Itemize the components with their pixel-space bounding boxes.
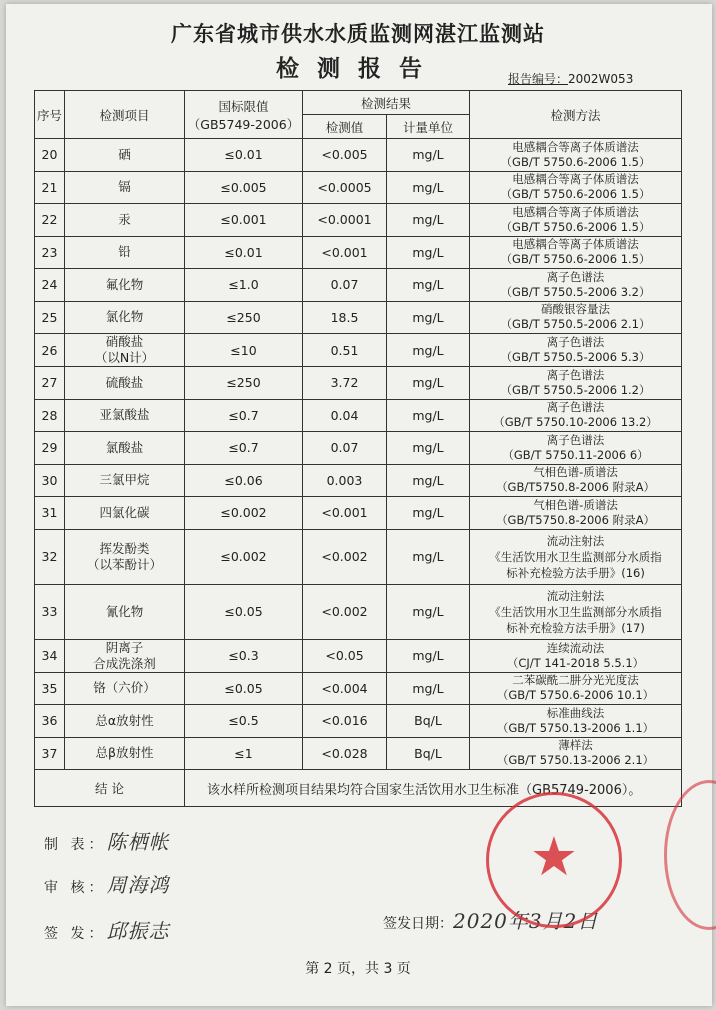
row-item-line1: 总β放射性 [95,745,154,761]
row-unit: mg/L [387,497,470,530]
header-unit: 计量单位 [387,115,470,139]
row-method-line1: 二苯碳酰二肼分光光度法 [512,673,639,688]
header-limit-line1: 国标限值 [218,98,269,114]
row-number: 28 [35,399,65,432]
row-item [65,639,185,672]
row-limit: ≤250 [185,301,303,334]
seal-star-icon: ★ [529,825,579,888]
row-limit: ≤250 [185,367,303,400]
header-limit-line2: （GB5749-2006） [187,116,300,132]
row-item-line1: 氯酸盐 [105,439,144,455]
table-row [35,639,682,672]
row-value: <0.002 [303,584,387,639]
row-method-line3: 标补充检验方法手册》(16) [506,565,645,580]
row-method-line1: 电感耦合等离子体质谱法 [512,204,639,219]
row-unit: mg/L [387,464,470,497]
row-item [65,672,185,705]
row-method [470,639,682,672]
row-limit: ≤0.01 [185,236,303,269]
row-item [65,139,185,172]
row-method-line2: （GB/T 5750.5-2006 1.2） [500,382,651,397]
row-value: 0.51 [303,334,387,367]
row-method-line2: （GB/T 5750.11-2006 6） [502,447,649,462]
header-seq: 序号 [35,91,65,139]
row-value: <0.0001 [303,204,387,237]
row-unit: mg/L [387,584,470,639]
row-method [470,171,682,204]
row-item-line1: 镉 [118,179,131,195]
table-row [35,367,682,400]
row-method-line2: （GB/T 5750.13-2006 2.1） [496,753,655,768]
row-number: 34 [35,639,65,672]
row-item [65,301,185,334]
row-number: 30 [35,464,65,497]
row-method-line1: 电感耦合等离子体质谱法 [512,237,639,252]
row-method [470,672,682,705]
row-item [65,269,185,302]
row-item-line2: 合成洗涤剂 [93,655,156,671]
row-limit: ≤0.01 [185,139,303,172]
row-unit: mg/L [387,204,470,237]
row-limit: ≤0.06 [185,464,303,497]
row-method-line1: 硝酸银容量法 [541,302,611,317]
row-number: 29 [35,432,65,465]
row-limit: ≤0.002 [185,497,303,530]
row-item-line1: 总α放射性 [95,712,154,728]
row-unit: mg/L [387,399,470,432]
row-limit: ≤0.3 [185,639,303,672]
row-method-line1: 离子色谱法 [546,367,605,382]
page-footer: 第 2 页，共 3 页 [305,961,411,977]
header-result: 检测结果 [303,91,470,115]
table-row [35,672,682,705]
prepared-signature: 陈栖帐 [106,830,170,854]
prepared-by [44,826,169,855]
row-method [470,464,682,497]
row-method-line1: 气相色谱-质谱法 [533,497,618,512]
row-method-line1: 连续流动法 [546,640,605,655]
row-item-line1: 铅 [118,244,131,260]
row-method-line2: （GB/T 5750.6-2006 1.5） [500,187,651,202]
header-method: 检测方法 [470,91,682,139]
row-method [470,737,682,770]
row-item [65,334,185,367]
table-row [35,497,682,530]
conclusion-text: 该水样所检测项目结果均符合国家生活饮用水卫生标准（GB5749-2006）。 [185,770,682,807]
row-item-line1: 氯化物 [105,309,144,325]
row-method-line3: 标补充检验方法手册》(17) [506,620,645,635]
row-method-line1: 离子色谱法 [546,269,605,284]
header-limit [185,91,303,139]
row-method-line2: （GB/T 5750.10-2006 13.2） [493,415,658,430]
row-unit: mg/L [387,432,470,465]
row-number: 35 [35,672,65,705]
table-row [35,529,682,584]
row-method-line2: （GB/T 5750.6-2006 1.5） [500,154,651,169]
row-number: 25 [35,301,65,334]
row-unit: mg/L [387,236,470,269]
row-value: <0.001 [303,497,387,530]
row-limit: ≤0.002 [185,529,303,584]
reviewed-signature: 周海鸿 [106,873,170,897]
row-method-line2: （GB/T5750.8-2006 附录A） [496,480,655,495]
row-value: <0.016 [303,705,387,738]
row-value: 3.72 [303,367,387,400]
row-item-line1: 硫酸盐 [105,374,144,390]
row-limit: ≤0.005 [185,171,303,204]
row-item-line1: 硝酸盐 [105,334,144,349]
row-unit: mg/L [387,367,470,400]
row-item [65,497,185,530]
table-row [35,737,682,770]
row-method [470,584,682,639]
issue-date-value: 2020年3月2日 [453,909,599,933]
row-number: 24 [35,269,65,302]
row-item-line1: 氰化物 [105,603,144,619]
row-item [65,236,185,269]
row-method [470,301,682,334]
table-row [35,399,682,432]
row-item-line1: 硒 [118,146,131,162]
row-item [65,705,185,738]
row-method [470,334,682,367]
row-item [65,737,185,770]
row-value: 0.003 [303,464,387,497]
row-value: <0.004 [303,672,387,705]
header-item: 检测项目 [65,91,185,139]
row-item [65,584,185,639]
row-unit: mg/L [387,639,470,672]
header-value: 检测值 [303,115,387,139]
row-number: 33 [35,584,65,639]
row-method-line2: （GB/T 5750.5-2006 5.3） [500,350,651,364]
row-value: <0.001 [303,236,387,269]
table-row [35,334,682,367]
row-item [65,399,185,432]
row-method [470,529,682,584]
row-item-line1: 四氯化碳 [99,504,150,520]
report-number-value: 2002W053 [568,72,634,86]
approved-by [44,915,169,944]
row-number: 26 [35,334,65,367]
row-unit: mg/L [387,672,470,705]
row-value: <0.05 [303,639,387,672]
row-item [65,367,185,400]
row-number: 20 [35,139,65,172]
table-row [35,584,682,639]
reviewed-label: 审 核： [44,880,107,896]
row-method [470,139,682,172]
row-method [470,432,682,465]
row-value: 0.04 [303,399,387,432]
row-method-line2: （GB/T 5750.6-2006 1.5） [500,219,651,234]
row-limit: ≤1 [185,737,303,770]
table-row [35,301,682,334]
table-row [35,705,682,738]
row-item [65,432,185,465]
conclusion-label: 结 论 [35,770,185,807]
row-limit: ≤0.5 [185,705,303,738]
row-method-line2: （GB/T 5750.6-2006 10.1） [496,688,655,703]
row-value: <0.0005 [303,171,387,204]
row-value: <0.028 [303,737,387,770]
row-method [470,269,682,302]
row-number: 23 [35,236,65,269]
row-method-line1: 电感耦合等离子体质谱法 [512,139,639,154]
row-item [65,529,185,584]
row-item-line1: 铬（六价） [93,680,156,696]
table-row [35,204,682,237]
row-unit: mg/L [387,269,470,302]
row-method-line2: （GB/T5750.8-2006 附录A） [496,512,655,527]
row-method-line1: 电感耦合等离子体质谱法 [512,172,639,187]
table-row [35,236,682,269]
row-item [65,464,185,497]
row-number: 37 [35,737,65,770]
approved-signature: 邱振志 [106,919,170,943]
table-row [35,464,682,497]
row-value: <0.005 [303,139,387,172]
table-row [35,269,682,302]
row-limit: ≤0.7 [185,399,303,432]
prepared-label: 制 表： [44,837,107,853]
row-method-line2: 《生活饮用水卫生监测部分水质指 [489,549,662,564]
row-method-line1: 离子色谱法 [546,432,605,447]
row-item-line1: 挥发酚类 [99,540,150,556]
row-limit: ≤0.05 [185,584,303,639]
row-method [470,367,682,400]
row-method-line2: （GB/T 5750.5-2006 2.1） [500,317,651,332]
row-method-line2: （GB/T 5750.5-2006 3.2） [500,284,651,299]
row-unit: mg/L [387,334,470,367]
table-header-row [35,91,682,115]
row-unit: mg/L [387,171,470,204]
issue-date-label: 签发日期： [383,916,453,932]
org-title: 广东省城市供水水质监测网湛江监测站 [171,21,545,46]
row-item-line1: 氟化物 [105,276,144,292]
row-item [65,171,185,204]
row-method-line1: 气相色谱-质谱法 [533,465,618,480]
row-unit: mg/L [387,139,470,172]
row-method-line1: 标准曲线法 [546,705,605,720]
row-number: 31 [35,497,65,530]
row-unit: mg/L [387,301,470,334]
row-unit: Bq/L [387,705,470,738]
row-method-line2: （GB/T 5750.6-2006 1.5） [500,252,651,267]
table-row [35,139,682,172]
row-method-line2: （CJ/T 141-2018 5.5.1） [506,655,645,670]
row-number: 32 [35,529,65,584]
row-value: 18.5 [303,301,387,334]
row-value: <0.002 [303,529,387,584]
row-method-line1: 流动注射法 [546,533,605,548]
row-item-line1: 亚氯酸盐 [99,407,150,423]
row-item-line1: 三氯甲烷 [99,472,150,488]
row-value: 0.07 [303,269,387,302]
row-method [470,705,682,738]
row-limit: ≤1.0 [185,269,303,302]
row-item-line2: （以苯酚计） [86,556,162,572]
official-seal [486,792,622,928]
row-method [470,236,682,269]
row-limit: ≤0.7 [185,432,303,465]
row-number: 27 [35,367,65,400]
row-method-line1: 流动注射法 [546,588,605,603]
row-unit: mg/L [387,529,470,584]
report-number [508,70,633,87]
row-method-line1: 薄样法 [558,738,593,753]
row-method-line2: 《生活饮用水卫生监测部分水质指 [489,604,662,619]
row-method [470,204,682,237]
row-number: 21 [35,171,65,204]
row-method [470,497,682,530]
table-row [35,171,682,204]
approved-label: 签 发： [44,926,107,942]
table-row [35,432,682,465]
row-limit: ≤0.001 [185,204,303,237]
row-number: 22 [35,204,65,237]
row-unit: Bq/L [387,737,470,770]
row-method-line1: 离子色谱法 [546,335,605,349]
results-table [34,90,682,807]
row-item-line1: 汞 [118,211,131,227]
row-item [65,204,185,237]
report-number-label: 报告编号： [508,72,569,86]
row-method-line1: 离子色谱法 [546,400,605,415]
row-number: 36 [35,705,65,738]
row-item-line2: （以N计） [94,350,155,365]
row-value: 0.07 [303,432,387,465]
row-method [470,399,682,432]
row-limit: ≤10 [185,334,303,367]
row-limit: ≤0.05 [185,672,303,705]
reviewed-by [44,869,169,898]
doc-title: 检测报告 [276,55,440,82]
row-item-line1: 阴离子 [105,639,144,655]
row-method-line2: （GB/T 5750.13-2006 1.1） [496,720,655,735]
